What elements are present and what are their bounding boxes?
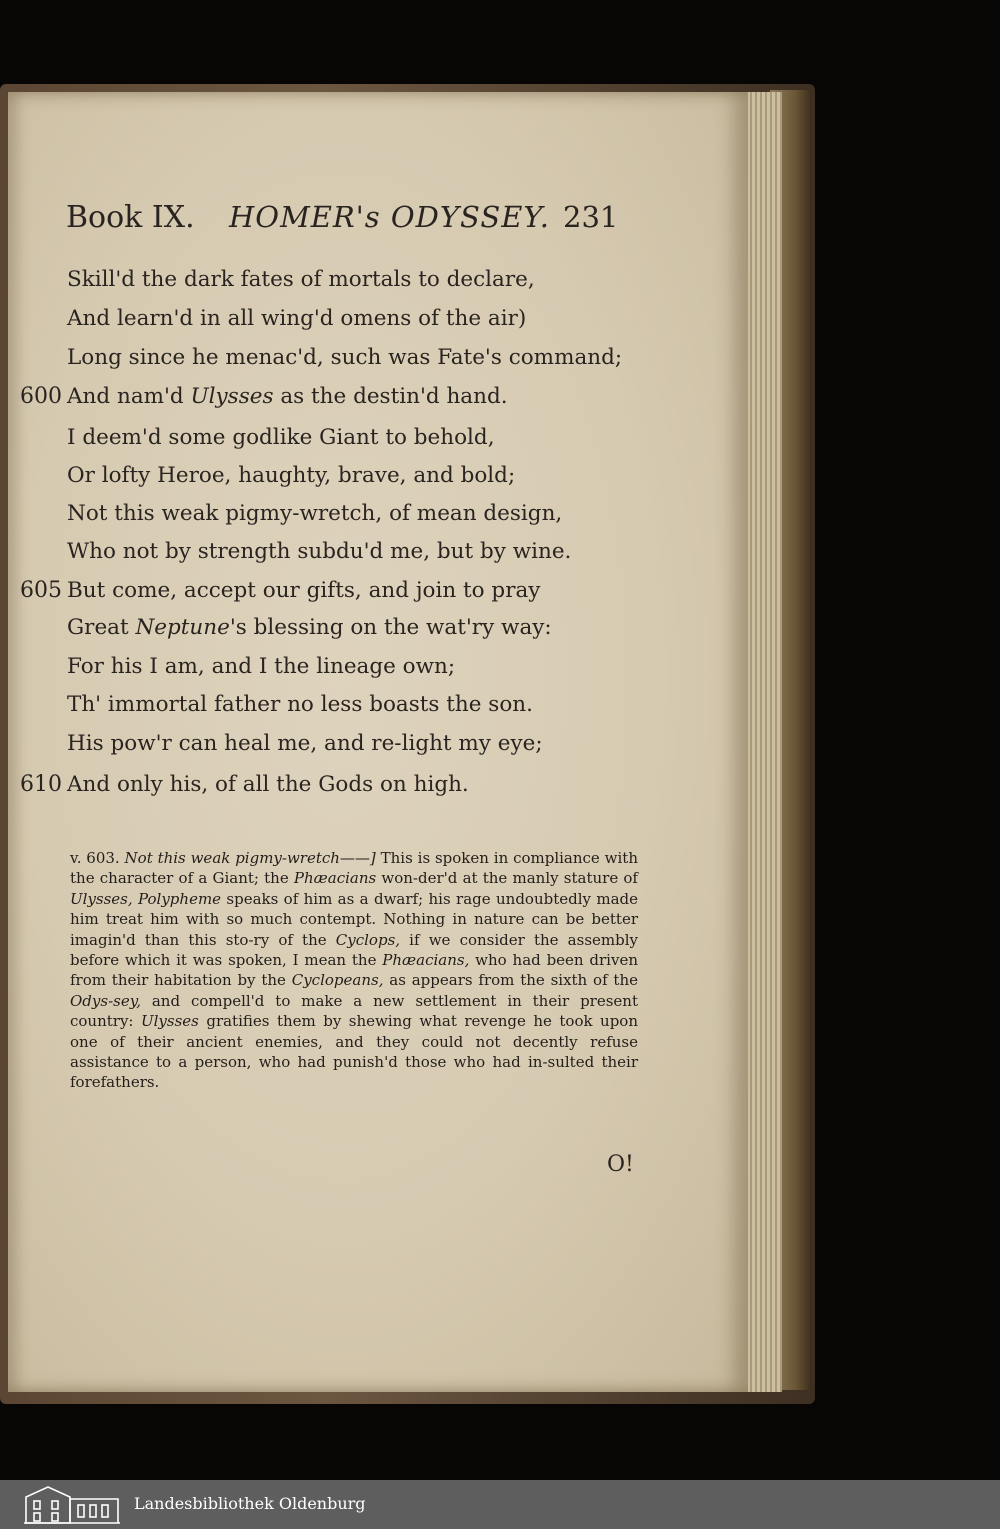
verse-line <box>20 731 660 769</box>
verse-text: Not this weak pigmy-wretch, of mean design, <box>67 501 563 526</box>
verse-line <box>20 384 660 422</box>
library-name: Landesbibliothek Oldenburg <box>134 1494 366 1513</box>
verse-text: His pow'r can heal me, and re-light my eye; <box>67 731 543 756</box>
verse-text: Who not by strength subdu'd me, but by wine. <box>67 539 572 564</box>
verse-text: Great Neptune's blessing on the wat'ry way: <box>67 615 552 640</box>
verse-line <box>20 463 660 501</box>
footnote-lemma: Not this weak pigmy-wretch——] <box>124 849 376 867</box>
verse-text: And only his, of all the Gods on high. <box>67 772 469 797</box>
footnote-ref: v. 603. <box>70 849 120 867</box>
verse-line <box>20 654 660 692</box>
verse-text: I deem'd some godlike Giant to behold, <box>67 425 495 450</box>
verse-line <box>20 345 660 383</box>
verse-text: Skill'd the dark fates of mortals to declare, <box>67 267 535 292</box>
verse-line <box>20 267 660 305</box>
library-building-icon <box>22 1483 122 1525</box>
verse-text: Th' immortal father no less boasts the son. <box>67 692 533 717</box>
verse-text: For his I am, and I the lineage own; <box>67 654 456 679</box>
verse-line <box>20 539 660 577</box>
work-title: HOMER's ODYSSEY. <box>229 200 551 234</box>
verse-text: Or lofty Heroe, haughty, brave, and bold; <box>67 463 516 488</box>
verse-line <box>20 772 660 810</box>
verse-line <box>20 501 660 539</box>
catchword: O! <box>607 1152 634 1177</box>
verse-line <box>20 615 660 653</box>
page-number: 231 <box>563 200 619 234</box>
verse-line <box>20 425 660 463</box>
verse-text: And nam'd Ulysses as the destin'd hand. <box>67 384 508 409</box>
footnote: v. 603. Not this weak pigmy-wretch——] This is spoken in compliance with the character of a Giant; the Phæacians won-der'd at the manly stature of Ulysses, Polypheme speaks of him as a dwarf; his rage undoubtedly made him treat him with so much contempt. Nothing in nature can be better imagin'd than this sto-ry of the Cyclops, if we consider the assembly before which it was spoken, I mean the Phæacians, who had been driven from their habitation by the Cyclopeans, as appears from the sixth of the Odys-sey, and compell'd to make a new settlement in their present country: Ulysses gratifies them by shewing what revenge he took upon one of their ancient enemies, and they could not decently refuse assistance to a person, who had punish'd those who had in-sulted their forefathers. <box>70 849 639 1092</box>
verse-line <box>20 578 660 616</box>
verse-text: But come, accept our gifts, and join to pray <box>67 578 541 603</box>
verse-line <box>20 306 660 344</box>
verse-text: Long since he menac'd, such was Fate's command; <box>67 345 623 370</box>
running-head <box>66 200 631 240</box>
line-number: 605 <box>20 578 62 603</box>
line-number: 610 <box>20 772 62 797</box>
line-number: 600 <box>20 384 62 409</box>
book-label: Book IX. <box>66 200 195 235</box>
verse-text: And learn'd in all wing'd omens of the air) <box>67 306 527 331</box>
verse-line <box>20 692 660 730</box>
